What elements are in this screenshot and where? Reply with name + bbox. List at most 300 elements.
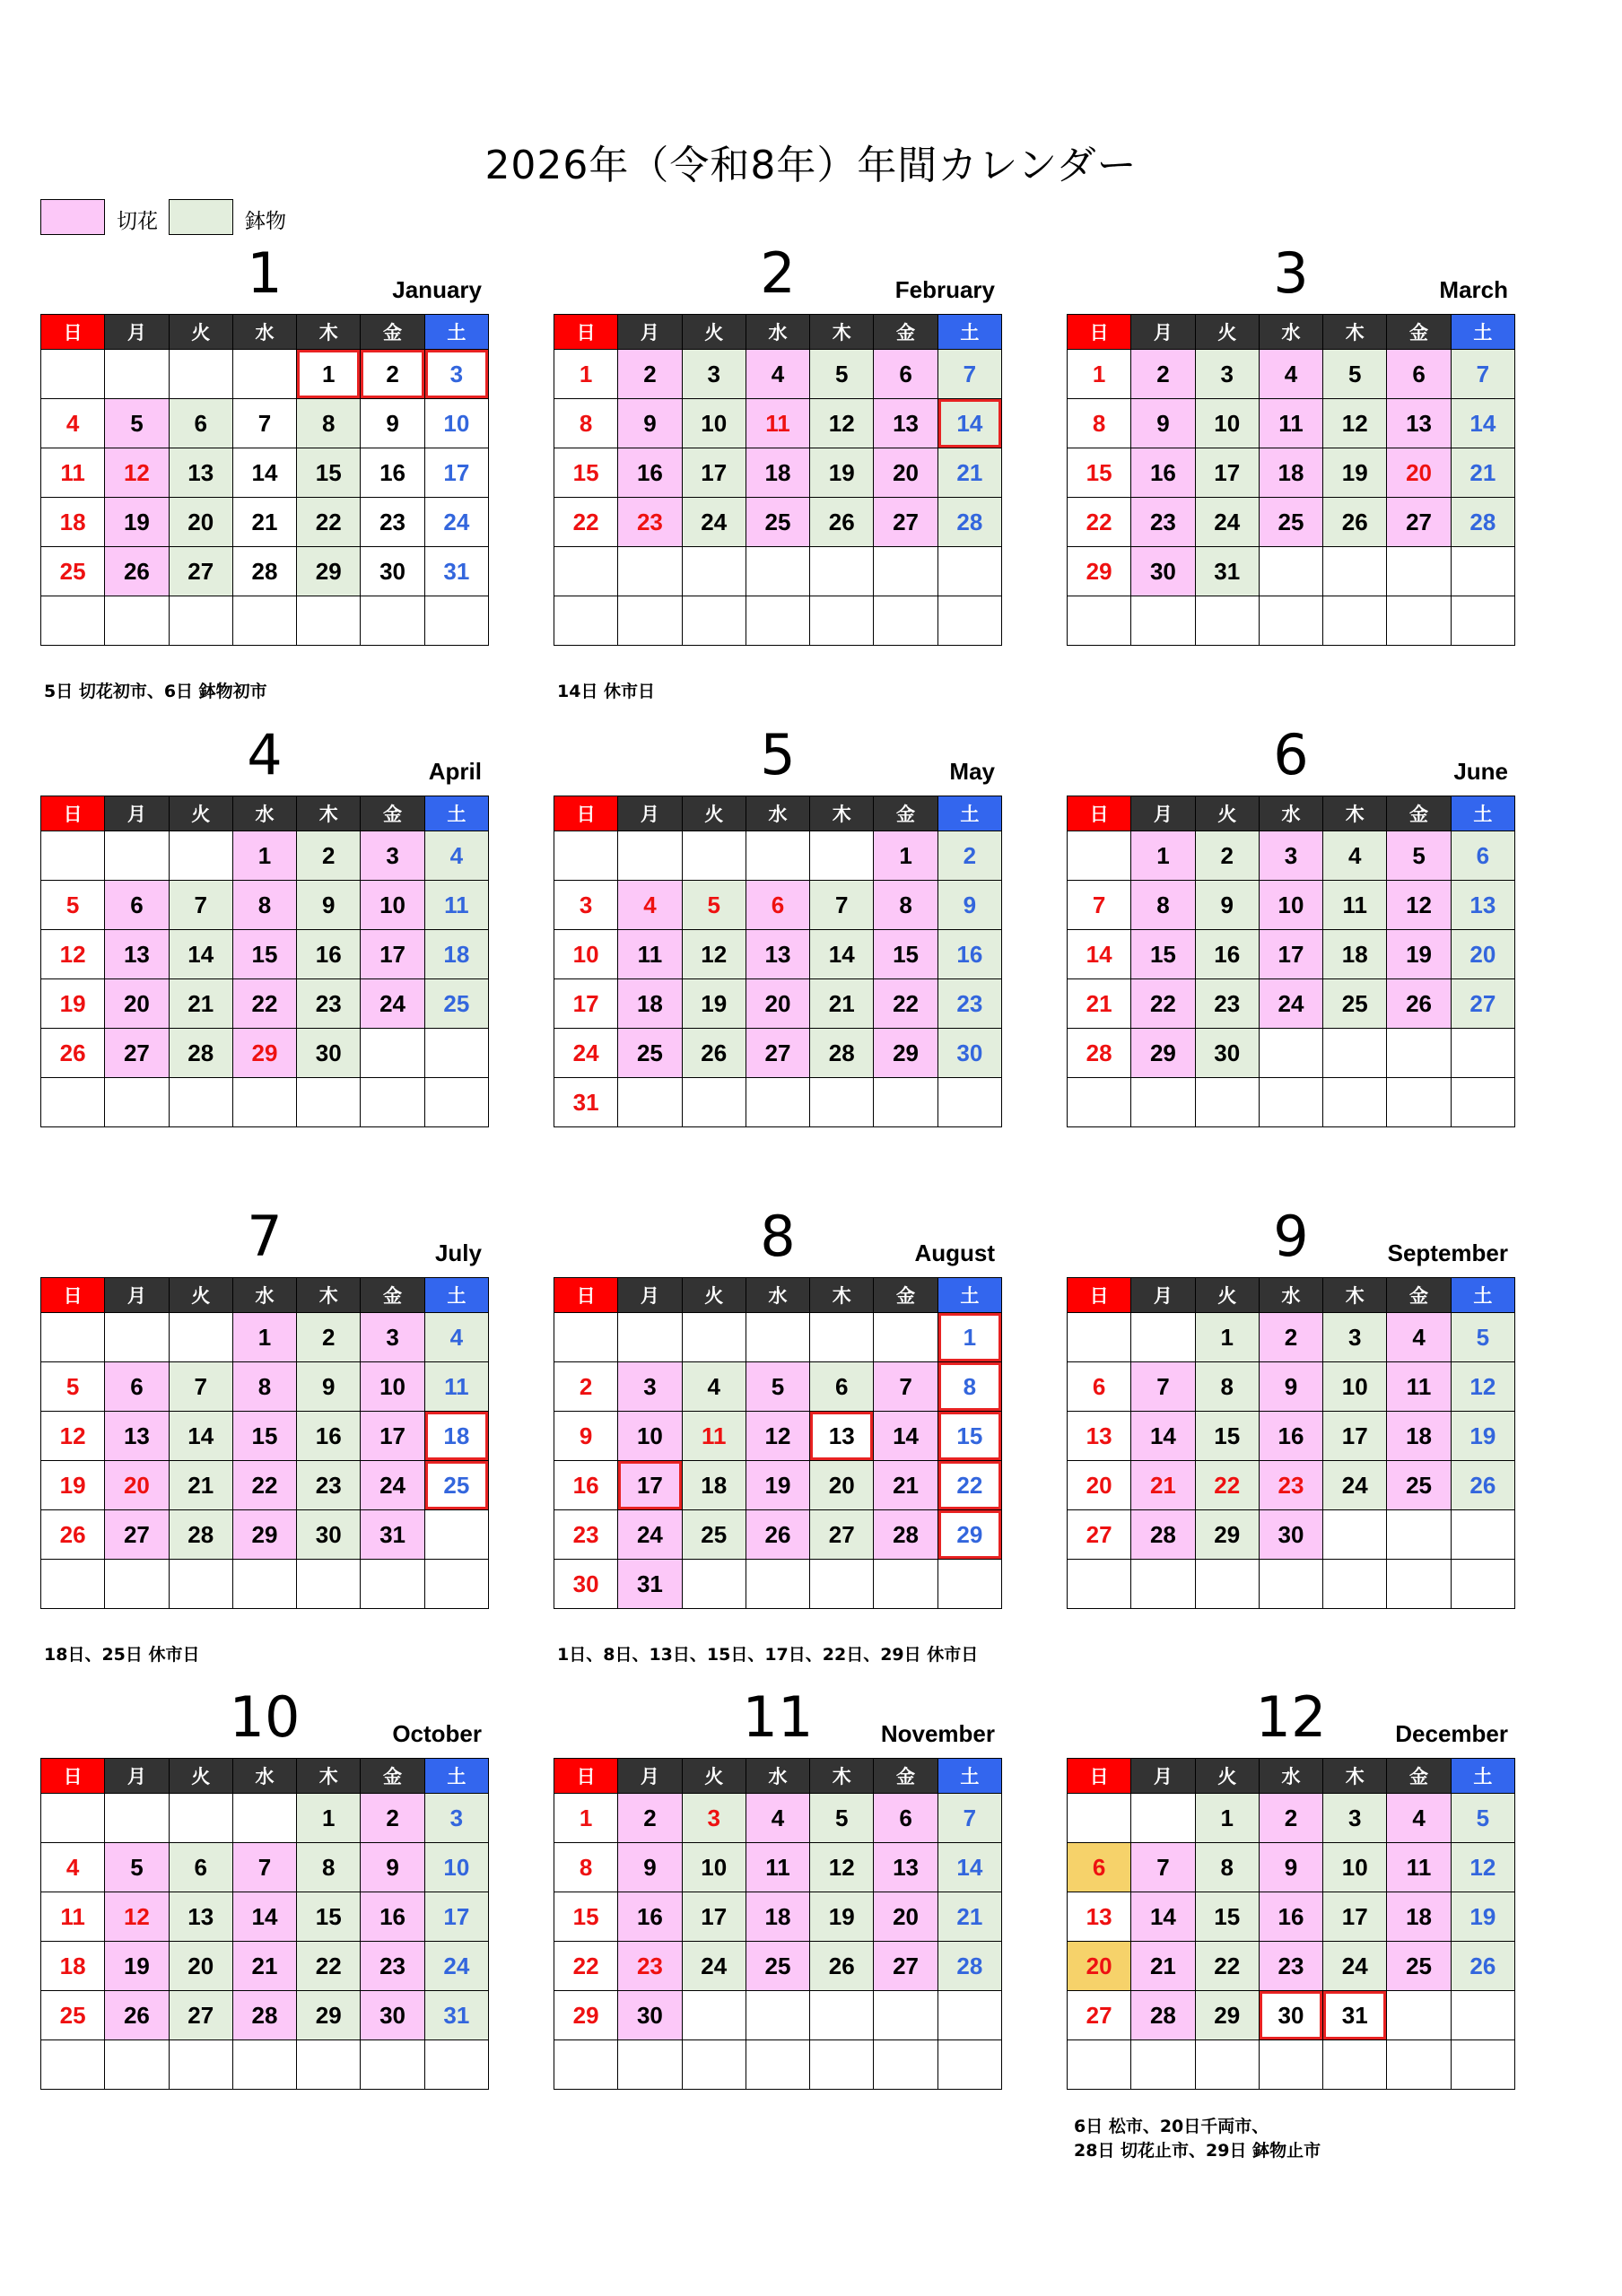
day-cell: 17 (682, 448, 746, 498)
empty-cell (1068, 2040, 1131, 2090)
weekday-header: 月 (1131, 1759, 1195, 1794)
day-cell: 17 (1323, 1892, 1387, 1942)
day-cell: 3 (424, 1794, 488, 1843)
day-cell: 11 (424, 881, 488, 930)
day-cell: 11 (682, 1412, 746, 1461)
day-cell: 22 (554, 1942, 618, 1991)
day-cell: 6 (1451, 831, 1514, 881)
day-cell: 27 (1068, 1510, 1131, 1560)
day-cell: 18 (424, 930, 488, 979)
month-notes (557, 680, 655, 704)
day-cell: 1 (1068, 350, 1131, 399)
weekday-header: 木 (297, 796, 361, 831)
day-cell: 2 (1131, 350, 1195, 399)
month-header (554, 240, 1002, 314)
day-cell: 1 (874, 831, 937, 881)
day-cell: 28 (937, 498, 1001, 547)
empty-cell (810, 1560, 874, 1609)
week-row (1068, 1892, 1515, 1942)
day-cell: 13 (874, 399, 937, 448)
day-cell: 21 (810, 979, 874, 1029)
day-cell: 9 (618, 399, 682, 448)
week-row (1068, 350, 1515, 399)
weekday-header-row (1068, 315, 1515, 350)
week-row (554, 979, 1002, 1029)
empty-cell (746, 831, 809, 881)
weekday-header: 水 (1259, 315, 1322, 350)
empty-cell (746, 1560, 809, 1609)
day-cell: 16 (361, 1892, 424, 1942)
day-cell: 30 (1195, 1029, 1259, 1078)
empty-cell (1259, 547, 1322, 596)
empty-cell (1259, 1078, 1322, 1127)
weekday-header: 木 (810, 796, 874, 831)
weekday-header: 火 (169, 1759, 232, 1794)
day-cell: 12 (1451, 1843, 1514, 1892)
day-cell: 3 (618, 1362, 682, 1412)
day-cell: 25 (1387, 1942, 1451, 1991)
empty-cell (1451, 547, 1514, 596)
day-cell: 8 (1068, 399, 1131, 448)
empty-cell (810, 547, 874, 596)
day-cell: 12 (1451, 1362, 1514, 1412)
week-row (554, 1991, 1002, 2040)
day-cell: 22 (1131, 979, 1195, 1029)
week-row (41, 881, 489, 930)
month-8 (554, 1204, 1002, 1609)
day-cell: 18 (682, 1461, 746, 1510)
weekday-header: 土 (937, 315, 1001, 350)
empty-cell (746, 1991, 809, 2040)
day-cell: 25 (424, 979, 488, 1029)
day-cell: 15 (297, 448, 361, 498)
day-cell: 19 (810, 1892, 874, 1942)
empty-cell (682, 547, 746, 596)
day-cell: 31 (361, 1510, 424, 1560)
weekday-header: 日 (41, 796, 105, 831)
day-cell: 26 (1323, 498, 1387, 547)
day-cell: 9 (618, 1843, 682, 1892)
day-cell: 26 (810, 498, 874, 547)
day-cell: 10 (618, 1412, 682, 1461)
week-row (41, 1029, 489, 1078)
empty-cell (1259, 596, 1322, 646)
week-row (554, 596, 1002, 646)
empty-cell (361, 596, 424, 646)
day-cell: 27 (169, 547, 232, 596)
empty-cell (297, 596, 361, 646)
day-cell: 23 (554, 1510, 618, 1560)
empty-cell (361, 2040, 424, 2090)
month-notes (44, 1643, 200, 1667)
month-number: 11 (742, 1684, 814, 1750)
day-cell: 9 (1259, 1843, 1322, 1892)
day-cell: 28 (1131, 1510, 1195, 1560)
month-english-name: March (1439, 276, 1508, 303)
empty-cell (618, 1313, 682, 1362)
weekday-header: 日 (41, 315, 105, 350)
day-cell: 21 (937, 448, 1001, 498)
month-number: 1 (247, 240, 283, 306)
day-cell: 22 (1195, 1461, 1259, 1510)
month-header (1067, 1204, 1515, 1277)
weekday-header-row (41, 315, 489, 350)
empty-cell (1259, 1560, 1322, 1609)
week-row (554, 1892, 1002, 1942)
empty-cell (554, 831, 618, 881)
day-cell: 21 (937, 1892, 1001, 1942)
day-cell: 13 (1068, 1412, 1131, 1461)
weekday-header: 水 (232, 796, 296, 831)
day-cell: 10 (361, 1362, 424, 1412)
weekday-header: 日 (554, 796, 618, 831)
day-cell: 31 (424, 547, 488, 596)
weekday-header: 土 (1451, 796, 1514, 831)
month-header (554, 1684, 1002, 1758)
day-cell: 17 (1259, 930, 1322, 979)
day-cell: 16 (618, 1892, 682, 1942)
month-grid (554, 1758, 1002, 2090)
weekday-header: 火 (682, 315, 746, 350)
empty-cell (169, 1794, 232, 1843)
day-cell: 29 (874, 1029, 937, 1078)
weekday-header: 土 (1451, 315, 1514, 350)
day-cell: 21 (1068, 979, 1131, 1029)
day-cell: 4 (746, 350, 809, 399)
month-grid (1067, 1277, 1515, 1609)
empty-cell (746, 1313, 809, 1362)
empty-cell (618, 2040, 682, 2090)
day-cell: 25 (41, 1991, 105, 2040)
day-cell: 11 (746, 1843, 809, 1892)
week-row (1068, 1843, 1515, 1892)
day-cell: 25 (1387, 1461, 1451, 1510)
empty-cell (1131, 2040, 1195, 2090)
day-cell: 21 (1451, 448, 1514, 498)
empty-cell (232, 596, 296, 646)
month-notes (1074, 2115, 1321, 2163)
month-number: 12 (1255, 1684, 1327, 1750)
day-cell: 24 (1323, 1942, 1387, 1991)
day-cell: 26 (41, 1510, 105, 1560)
day-cell: 5 (746, 1362, 809, 1412)
weekday-header: 水 (1259, 796, 1322, 831)
weekday-header-row (554, 1278, 1002, 1313)
week-row (1068, 930, 1515, 979)
week-row (1068, 1510, 1515, 1560)
day-cell: 19 (41, 1461, 105, 1510)
legend-label-potted-plants: 鉢物 (245, 210, 286, 233)
day-cell: 28 (232, 1991, 296, 2040)
day-cell: 7 (232, 399, 296, 448)
empty-cell (1195, 1078, 1259, 1127)
day-cell: 20 (105, 979, 169, 1029)
empty-cell (937, 2040, 1001, 2090)
weekday-header: 月 (105, 1278, 169, 1313)
day-cell: 3 (424, 350, 488, 399)
month-english-name: January (392, 276, 482, 303)
empty-cell (1323, 1029, 1387, 1078)
month-english-name: August (914, 1239, 995, 1266)
day-cell: 7 (1068, 881, 1131, 930)
day-cell: 31 (1323, 1991, 1387, 2040)
day-cell: 30 (1259, 1991, 1322, 2040)
day-cell: 26 (1451, 1461, 1514, 1510)
day-cell: 4 (1259, 350, 1322, 399)
day-cell: 13 (169, 1892, 232, 1942)
month-6 (1067, 722, 1515, 1127)
day-cell: 22 (297, 498, 361, 547)
day-cell: 18 (41, 1942, 105, 1991)
weekday-header: 水 (746, 1759, 809, 1794)
month-3 (1067, 240, 1515, 646)
weekday-header: 火 (1195, 315, 1259, 350)
weekday-header: 火 (169, 796, 232, 831)
day-cell: 9 (554, 1412, 618, 1461)
day-cell: 10 (682, 1843, 746, 1892)
note-line: 14日 休市日 (557, 682, 656, 701)
day-cell: 20 (1387, 448, 1451, 498)
week-row (1068, 1362, 1515, 1412)
day-cell: 24 (618, 1510, 682, 1560)
empty-cell (682, 1313, 746, 1362)
empty-cell (424, 1078, 488, 1127)
day-cell: 2 (361, 350, 424, 399)
day-cell: 14 (937, 1843, 1001, 1892)
weekday-header: 日 (554, 1278, 618, 1313)
week-row (41, 930, 489, 979)
day-cell: 24 (682, 1942, 746, 1991)
day-cell: 28 (874, 1510, 937, 1560)
week-row (41, 1362, 489, 1412)
empty-cell (424, 596, 488, 646)
month-10 (40, 1684, 489, 2090)
week-row (554, 1078, 1002, 1127)
empty-cell (232, 1560, 296, 1609)
empty-cell (105, 2040, 169, 2090)
week-row (1068, 596, 1515, 646)
day-cell: 30 (297, 1510, 361, 1560)
empty-cell (105, 350, 169, 399)
empty-cell (1068, 1794, 1131, 1843)
empty-cell (41, 1560, 105, 1609)
empty-cell (937, 1991, 1001, 2040)
day-cell: 28 (169, 1029, 232, 1078)
weekday-header: 水 (746, 796, 809, 831)
day-cell: 19 (105, 1942, 169, 1991)
day-cell: 2 (297, 831, 361, 881)
day-cell: 1 (297, 350, 361, 399)
day-cell: 3 (1323, 1794, 1387, 1843)
day-cell: 24 (554, 1029, 618, 1078)
month-1 (40, 240, 489, 646)
day-cell: 30 (361, 1991, 424, 2040)
month-english-name: May (949, 758, 995, 785)
day-cell: 29 (297, 1991, 361, 2040)
day-cell: 13 (105, 930, 169, 979)
day-cell: 7 (810, 881, 874, 930)
day-cell: 1 (232, 1313, 296, 1362)
day-cell: 7 (1451, 350, 1514, 399)
week-row (554, 1029, 1002, 1078)
day-cell: 17 (424, 448, 488, 498)
weekday-header: 金 (361, 1278, 424, 1313)
empty-cell (1451, 2040, 1514, 2090)
weekday-header: 金 (1387, 1759, 1451, 1794)
day-cell: 11 (1387, 1843, 1451, 1892)
empty-cell (554, 596, 618, 646)
day-cell: 22 (554, 498, 618, 547)
month-grid (1067, 1758, 1515, 2090)
day-cell: 24 (1259, 979, 1322, 1029)
day-cell: 30 (937, 1029, 1001, 1078)
week-row (1068, 498, 1515, 547)
day-cell: 4 (424, 1313, 488, 1362)
day-cell: 27 (746, 1029, 809, 1078)
day-cell: 9 (297, 1362, 361, 1412)
day-cell: 1 (937, 1313, 1001, 1362)
day-cell: 11 (746, 399, 809, 448)
day-cell: 8 (554, 1843, 618, 1892)
note-line: 1日、8日、13日、15日、17日、22日、29日 休市日 (557, 1645, 979, 1665)
day-cell: 17 (361, 1412, 424, 1461)
empty-cell (1068, 831, 1131, 881)
day-cell: 30 (618, 1991, 682, 2040)
day-cell: 12 (41, 1412, 105, 1461)
day-cell: 22 (232, 1461, 296, 1510)
day-cell: 12 (810, 1843, 874, 1892)
month-header (554, 1204, 1002, 1277)
empty-cell (1451, 1029, 1514, 1078)
day-cell: 6 (105, 1362, 169, 1412)
day-cell: 25 (746, 498, 809, 547)
day-cell: 18 (1387, 1412, 1451, 1461)
weekday-header: 月 (105, 315, 169, 350)
day-cell: 31 (424, 1991, 488, 2040)
empty-cell (746, 2040, 809, 2090)
empty-cell (1387, 1078, 1451, 1127)
weekday-header: 月 (1131, 796, 1195, 831)
empty-cell (682, 1560, 746, 1609)
day-cell: 1 (232, 831, 296, 881)
week-row (1068, 1794, 1515, 1843)
day-cell: 10 (424, 399, 488, 448)
month-header (40, 722, 489, 796)
day-cell: 13 (1451, 881, 1514, 930)
day-cell: 3 (1259, 831, 1322, 881)
day-cell: 19 (746, 1461, 809, 1510)
empty-cell (169, 350, 232, 399)
day-cell: 28 (937, 1942, 1001, 1991)
day-cell: 8 (1195, 1362, 1259, 1412)
week-row (554, 1412, 1002, 1461)
day-cell: 27 (105, 1510, 169, 1560)
day-cell: 7 (169, 881, 232, 930)
month-number: 9 (1273, 1204, 1309, 1269)
day-cell: 1 (1195, 1313, 1259, 1362)
empty-cell (874, 1560, 937, 1609)
week-row (554, 1942, 1002, 1991)
weekday-header: 金 (1387, 315, 1451, 350)
day-cell: 6 (874, 1794, 937, 1843)
empty-cell (937, 547, 1001, 596)
empty-cell (1387, 1029, 1451, 1078)
empty-cell (424, 2040, 488, 2090)
day-cell: 21 (1131, 1461, 1195, 1510)
week-row (41, 1843, 489, 1892)
empty-cell (874, 1078, 937, 1127)
empty-cell (1195, 2040, 1259, 2090)
empty-cell (1387, 596, 1451, 646)
empty-cell (41, 350, 105, 399)
month-grid (40, 1758, 489, 2090)
month-2 (554, 240, 1002, 646)
week-row (41, 1313, 489, 1362)
day-cell: 29 (232, 1510, 296, 1560)
week-row (554, 547, 1002, 596)
empty-cell (361, 1560, 424, 1609)
day-cell: 7 (1131, 1843, 1195, 1892)
empty-cell (232, 350, 296, 399)
day-cell: 16 (1259, 1412, 1322, 1461)
empty-cell (682, 2040, 746, 2090)
day-cell: 18 (1323, 930, 1387, 979)
weekday-header: 土 (937, 1278, 1001, 1313)
day-cell: 25 (41, 547, 105, 596)
day-cell: 13 (105, 1412, 169, 1461)
weekday-header-row (554, 315, 1002, 350)
day-cell: 6 (105, 881, 169, 930)
day-cell: 28 (232, 547, 296, 596)
weekday-header: 木 (810, 1278, 874, 1313)
empty-cell (1131, 1313, 1195, 1362)
day-cell: 8 (554, 399, 618, 448)
legend-swatch-cut-flowers (40, 199, 105, 235)
day-cell: 9 (937, 881, 1001, 930)
day-cell: 1 (297, 1794, 361, 1843)
month-5 (554, 722, 1002, 1127)
weekday-header: 金 (874, 1278, 937, 1313)
day-cell: 30 (1131, 547, 1195, 596)
day-cell: 19 (1323, 448, 1387, 498)
day-cell: 21 (232, 498, 296, 547)
empty-cell (746, 1078, 809, 1127)
day-cell: 14 (169, 1412, 232, 1461)
weekday-header: 火 (1195, 1759, 1259, 1794)
month-header (554, 722, 1002, 796)
day-cell: 3 (682, 1794, 746, 1843)
empty-cell (105, 596, 169, 646)
weekday-header: 火 (1195, 796, 1259, 831)
empty-cell (554, 1313, 618, 1362)
day-cell: 6 (169, 1843, 232, 1892)
empty-cell (41, 2040, 105, 2090)
day-cell: 14 (169, 930, 232, 979)
day-cell: 13 (810, 1412, 874, 1461)
empty-cell (232, 1078, 296, 1127)
day-cell: 9 (1131, 399, 1195, 448)
week-row (554, 1510, 1002, 1560)
month-number: 6 (1273, 722, 1309, 787)
day-cell: 25 (424, 1461, 488, 1510)
empty-cell (554, 547, 618, 596)
day-cell: 22 (874, 979, 937, 1029)
day-cell: 8 (1131, 881, 1195, 930)
week-row (554, 1794, 1002, 1843)
weekday-header: 日 (1068, 1278, 1131, 1313)
day-cell: 9 (1195, 881, 1259, 930)
weekday-header: 土 (1451, 1759, 1514, 1794)
